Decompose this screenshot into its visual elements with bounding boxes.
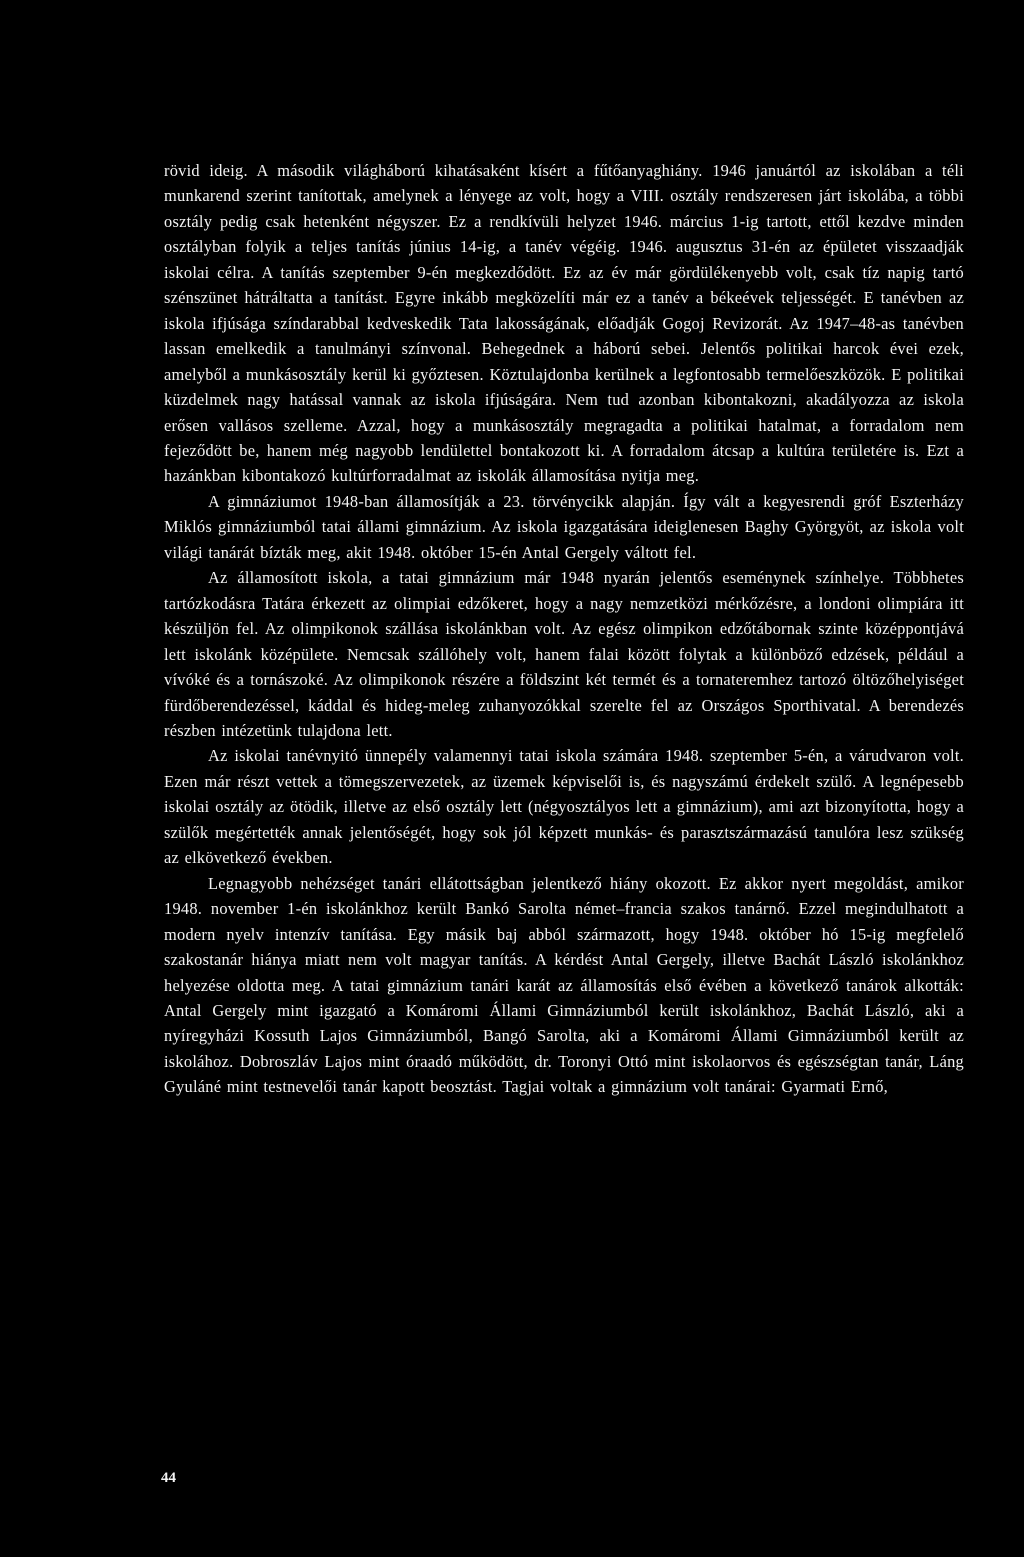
paragraph-olympic-camp: Az államosított iskola, a tatai gimnázium már 1948 nyarán jelentős eseménynek színhelye. Többhetes tartózkodásra Tatára érkezett az olimpiai edzőkeret, hogy a nagy nemzetközi mérkőzésre, a londoni olimpiára itt készüljön fel. Az olimpikonok szállása iskolánkban volt. Az egész olimpikon edzőtábornak szinte középpontjává lett iskolánk középülete. Nemcsak szállóhely volt, hanem falai között folytak a különböző edzések, például a vívóké és a tornászoké. Az olimpikonok részére a földszint két termét és a tornateremhez tartozó öltözőhelyiséget fürdőberendezéssel, káddal és hideg-meleg zuhanyozókkal szerelte fel az Országos Sporthivatal. A berendezés részben intézetünk tulajdona lett.	[164, 568, 964, 740]
paragraph-school-opening: Az iskolai tanévnyitó ünnepély valamennyi tatai iskola számára 1948. szeptember 5-én, a várudvaron volt. Ezen már részt vettek a tömegszervezetek, az üzemek képviselői is, és nagyszámú érdekelt szülő. A legnépesebb iskolai osztály az ötödik, illetve az első osztály lett (négyosztályos lett a gimnázium), ami azt bizonyította, hogy a szülők megértették annak jelentőségét, hogy sok jól képzett munkás- és parasztszármazású tanulóra lesz szükség az elkövetkező években.	[164, 746, 964, 868]
body-text	[164, 158, 964, 1100]
paragraph-nationalization: A gimnáziumot 1948-ban államosítják a 23. törvénycikk alapján. Így vált a kegyesrendi gróf Eszterházy Miklós gimnáziumból tatai állami gimnázium. Az iskola igazgatására ideiglenesen Baghy Györgyöt, az iskola volt világi tanárát bízták meg, akit 1948. október 15-én Antal Gergely váltott fel.	[164, 491, 964, 562]
page-number: 44	[161, 1470, 176, 1486]
paragraph-teaching-staff: Legnagyobb nehézséget tanári ellátottságban jelentkező hiány okozott. Ez akkor nyert megoldást, amikor 1948. november 1-én iskolánkhoz került Bankó Sarolta német–francia szakos tanárnő. Ezzel megindulhatott a modern nyelv intenzív tanítása. Egy másik baj abból származott, hogy 1948. október hó 15-ig megfelelő szakostanár hiánya miatt nem volt magyar tanítás. A kérdést Antal Gergely, illetve Bachát László iskolánkhoz helyezése oldotta meg. A tatai gimnázium tanári karát az államosítás első évében a következő tanárok alkották: Antal Gergely mint igazgató a Komáromi Állami Gimnáziumból került iskolánkhoz, Bachát László, aki a nyíregyházi Kossuth Lajos Gimnáziumból, Bangó Sarolta, aki a Komáromi Állami Gimnáziumból került az iskolához. Dobroszláv Lajos mint óraadó működött, dr. Toronyi Ottó mint iskolaorvos és egészségtan tanár, Láng Gyuláné mint testnevelői tanár kapott beosztást. Tagjai voltak a gimnázium volt tanárai: Gyarmati Ernő,	[164, 873, 964, 1097]
paragraph-continued: rövid ideig. A második világháború kihatásaként kísért a fűtőanyaghiány. 1946 januártól az iskolában a téli munkarend szerint tanítottak, amelynek a lényege az volt, hogy a VIII. osztály rendszeresen járt iskolába, a többi osztály pedig csak hetenként négyszer. Ez a rendkívüli helyzet 1946. március 1-ig tartott, ettől kezdve minden osztályban folyik a teljes tanítás június 14-ig, a tanév végéig. 1946. augusztus 31-én az épületet visszaadják iskolai célra. A tanítás szeptember 9-én megkezdődött. Ez az év már gördülékenyebb volt, csak tíz napig tartó szénszünet hátráltatta a tanítást. Egyre inkább megközelíti már ez a tanév a békeévek teljességét. E tanévben az iskola ifjúsága színdarabbal kedveskedik Tata lakosságának, előadják Gogoj Revizorát. Az 1947–48-as tanévben lassan emelkedik a tanulmányi színvonal. Behegednek a háború sebei. Jelentős politikai harcok évei ezek, amelyből a munkásosztály kerül ki győztesen. Köztulajdonba kerülnek a legfontosabb termelőeszközök. E politikai küzdelmek nagy hatással vannak az iskola ifjúságára. Nem tud azonban kibontakozni, akadályozza az iskola erősen vallásos szelleme. Azzal, hogy a munkásosztály megragadta a politikai hatalmat, a forradalom nem fejeződött be, hanem még nagyobb lendülettel bontakozott ki. A forradalom átcsap a kultúra területére is. Ezt a hazánkban kibontakozó kultúrforradalmat az iskolák államosítása nyitja meg.	[164, 161, 964, 486]
